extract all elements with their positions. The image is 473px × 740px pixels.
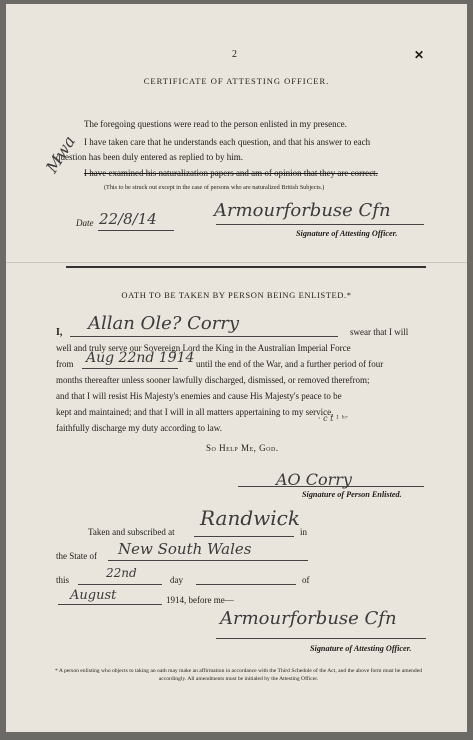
subscription-month: August — [70, 588, 117, 603]
officer-signature-line — [216, 224, 424, 225]
so-help-me-god: So Help Me, God. — [206, 443, 279, 453]
document-page — [6, 4, 467, 732]
of-label: of — [302, 575, 310, 585]
in-label: in — [300, 527, 308, 537]
year-before-me: 1914, before me— — [166, 595, 234, 605]
certificate-para-2-line-1: I have taken care that he understands each question, and that his answer to each — [84, 137, 371, 147]
from-date-line — [82, 368, 178, 369]
subscription-state: New South Wales — [118, 540, 252, 558]
oath-line-1-end: swear that I will — [350, 327, 409, 337]
section-divider — [66, 266, 426, 268]
subscription-officer-label: Signature of Attesting Officer. — [310, 644, 412, 653]
date-label: Date — [76, 218, 94, 228]
from-date: Aug 22nd 1914 — [86, 350, 195, 366]
subscription-place: Randwick — [200, 506, 300, 530]
oath-line-4: months thereafter unless sooner lawfully discharged, dismissed, or removed therefrom; — [56, 375, 370, 385]
name-line — [70, 336, 338, 337]
subscription-officer-signature: Armourforbuse Cfn — [220, 608, 397, 629]
state-line — [108, 560, 308, 561]
oath-line-7: faithfully discharge my duty according to law. — [56, 423, 222, 433]
footnote: * A person enlisting who objects to taking an oath may make an affirmation in accordance with the Third Schedule of the Act, and the above form must be amended accordingly. All amendments must be initialed by the Attesting Officer. — [54, 668, 422, 682]
officer-signature: Armourforbuse Cfn — [214, 200, 391, 221]
enlistee-name: Allan Ole? Corry — [88, 313, 240, 334]
date-value: 22/8/14 — [99, 210, 157, 228]
day-of-line — [196, 584, 296, 585]
corner-mark: ✕ — [414, 48, 425, 62]
struck-note: (This to be struck out except in the case of persons who are naturalized British Subjects.) — [104, 184, 325, 191]
officer-signature-label: Signature of Attesting Officer. — [296, 229, 398, 238]
struck-naturalization-line: I have examined his naturalization papers and am of opinion that they are correct. — [84, 168, 378, 178]
day-line — [78, 584, 162, 585]
day-label: day — [170, 575, 183, 585]
this-label: this — [56, 575, 70, 585]
taken-subscribed-label: Taken and subscribed at — [88, 527, 175, 537]
state-label: the State of — [56, 551, 97, 561]
certificate-para-2-line-2: question has been duly entered as replied to by him. — [56, 152, 243, 162]
enlistee-signature-label: Signature of Person Enlisted. — [302, 490, 402, 499]
from-label: from — [56, 359, 74, 369]
enlistee-signature-line — [238, 486, 424, 487]
fold-line — [6, 262, 467, 263]
subscription-day: 22nd — [106, 566, 137, 580]
oath-line-5: and that I will resist His Majesty's enemies and cause His Majesty's peace to be — [56, 391, 342, 401]
oath-line-3-end: until the end of the War, and a further period of four — [196, 359, 384, 369]
page-number: 2 — [232, 49, 237, 60]
date-line — [98, 230, 174, 231]
margin-initials: Mwa — [42, 132, 80, 177]
oath-annotation: · c t ¹ ʰʳ — [318, 414, 348, 423]
oath-i-label: I, — [56, 327, 63, 338]
subscription-officer-line — [216, 638, 426, 639]
oath-line-6: kept and maintained; and that I will in all matters appertaining to my service, — [56, 407, 334, 417]
enlistee-signature: AO Corry — [276, 470, 352, 489]
certificate-title: CERTIFICATE OF ATTESTING OFFICER. — [143, 76, 330, 86]
certificate-para-1: The foregoing questions were read to the person enlisted in my presence. — [84, 119, 347, 129]
place-line — [194, 536, 294, 537]
month-line — [58, 604, 162, 605]
oath-line-2: well and truly serve our Sovereign Lord the King in the Australian Imperial Force — [56, 343, 351, 353]
oath-title: OATH TO BE TAKEN BY PERSON BEING ENLISTED.* — [121, 290, 352, 300]
